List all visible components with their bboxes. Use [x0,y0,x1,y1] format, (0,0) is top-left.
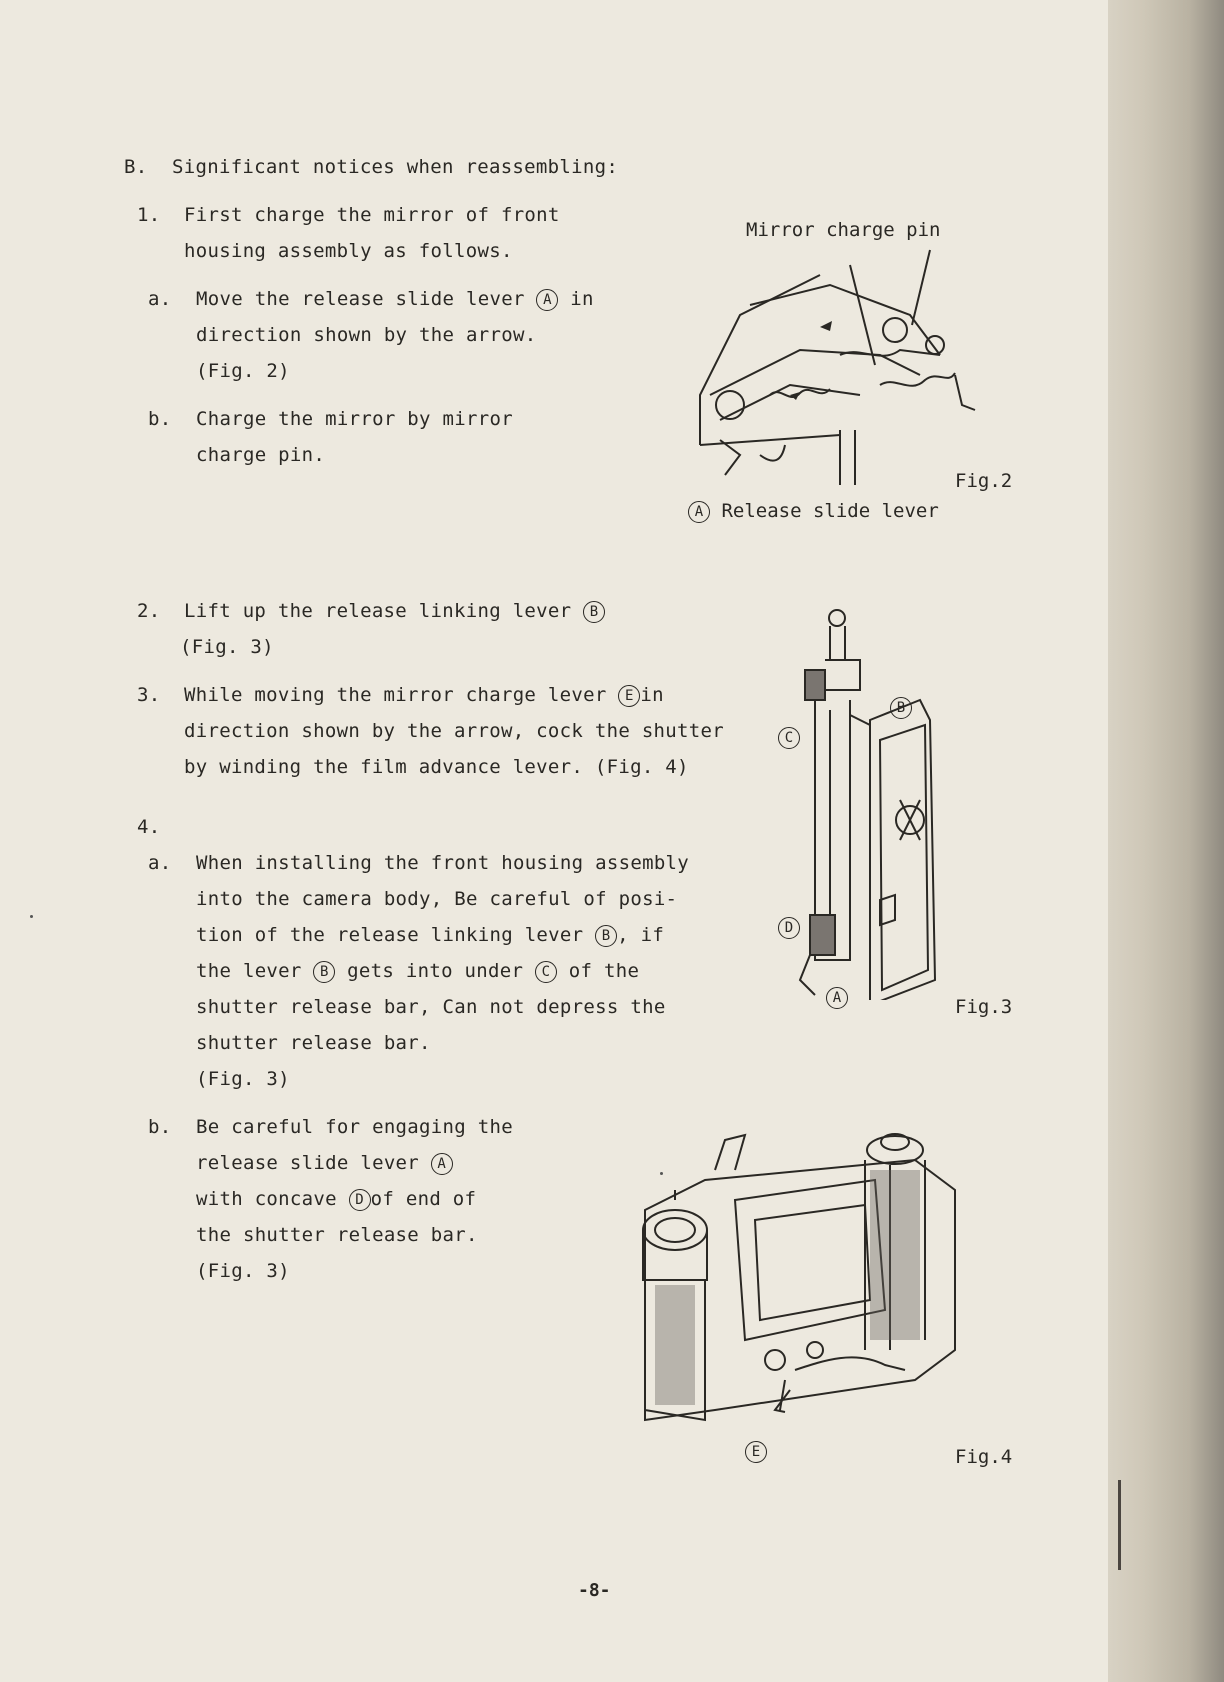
substep-text: Be careful for engaging the [196,1116,513,1138]
substep-text: release slide lever A [196,1152,453,1175]
callout-mark: A [826,987,848,1009]
fig3-callout [778,916,800,939]
step-text: While moving the mirror charge lever E in [184,684,664,706]
spine-mark [1118,1480,1121,1570]
fig3-illustration [770,600,950,1000]
substep-text: Charge the mirror by mirror [196,408,513,430]
fig3-callout [826,986,848,1009]
section-heading: Significant notices when reassembling: [172,156,619,178]
section-letter: B. [124,156,148,178]
substep-text: tion of the release linking lever B , if [196,924,665,946]
callout-mark: A [688,501,710,523]
figure-reference: (Fig. 2) [196,360,290,382]
substep-text: charge pin. [196,444,326,466]
page-edge-shadow [1108,0,1224,1682]
speck [30,915,33,918]
callout-mark: A [536,289,558,311]
callout-mark: E [745,1441,767,1463]
step-text: direction shown by the arrow, cock the shutter [184,720,724,742]
step-text: by winding the film advance lever. (Fig. 4) [184,756,689,778]
fig2-callout-label: Mirror charge pin [746,219,941,241]
substep-letter: a. [148,852,172,874]
substep-letter: b. [148,408,172,430]
callout-mark: B [595,925,617,947]
figure-reference: (Fig. 3) [196,1068,290,1090]
substep-text: When installing the front housing assembly [196,852,690,874]
step-number: 2. [137,600,161,622]
fig3-callout [778,726,800,749]
callout-mark: B [313,961,335,983]
substep-text: direction shown by the arrow. [196,324,537,346]
substep-text: into the camera body, Be careful of posi- [196,888,678,910]
step-text: First charge the mirror of front [184,204,560,226]
substep-text: Move the release slide lever A in [196,288,594,310]
callout-mark: A [431,1153,453,1175]
substep-text: the shutter release bar. [196,1224,478,1246]
fig3-callout [890,696,912,719]
substep-letter: b. [148,1116,172,1138]
fig4-label: Fig.4 [955,1446,1013,1468]
fig2-label: Fig.2 [955,470,1013,492]
callout-mark: D [349,1189,371,1211]
substep-text: with concave D of end of [196,1188,477,1210]
callout-mark: B [583,601,605,623]
figure-reference: (Fig. 3) [180,636,274,658]
substep-text: the lever B gets into under C of the [196,960,640,982]
callout-mark: E [618,685,640,707]
callout-mark: C [778,727,800,749]
callout-mark: D [778,917,800,939]
fig3-label: Fig.3 [955,996,1013,1018]
step-text: housing assembly as follows. [184,240,513,262]
step-number: 1. [137,204,161,226]
callout-mark: C [535,961,557,983]
callout-mark: B [890,697,912,719]
fig4-illustration [615,1110,965,1450]
substep-letter: a. [148,288,172,310]
fig2-illustration [680,245,1000,505]
figure-reference: (Fig. 3) [196,1260,290,1282]
fig4-callout [745,1440,767,1463]
page-number: -8- [578,1580,611,1601]
fig2-release-slide-label: A Release slide lever [688,500,939,523]
step-text: Lift up the release linking lever B [184,600,605,623]
step-number: 4. [137,816,161,838]
step-number: 3. [137,684,161,706]
substep-text: shutter release bar. [196,1032,431,1054]
substep-text: shutter release bar, Can not depress the [196,996,666,1018]
